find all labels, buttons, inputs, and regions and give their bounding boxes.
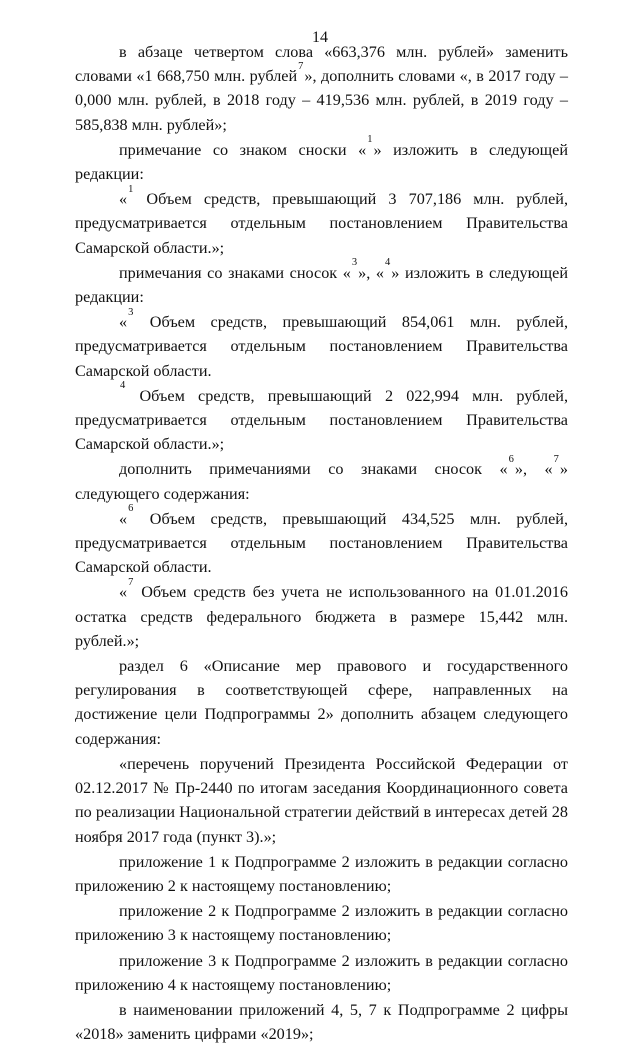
paragraph-text: примечание со знаком сноски «: [119, 140, 367, 159]
paragraph-text: «перечень поручений Президента Российской Федерации от 02.12.2017 № Пр-2440 по итогам заседания Координационного совета по реализации Национальной стратегии действий в интересах детей 28 ноября 2017 года (пункт 3).»;: [75, 754, 568, 846]
footnote-marker: 7: [298, 60, 304, 72]
paragraph-text: Объем средств без учета не использованного на 01.01.2016 остатка средств федерального бюджета в размере 15,442 млн. рублей.»;: [75, 583, 568, 650]
paragraph-text: примечания со знаками сносок «: [119, 263, 351, 282]
paragraph: [75, 134, 568, 186]
paragraph-text: », «: [514, 460, 553, 479]
paragraph-text: дополнить примечаниями со знаками сносок «: [119, 460, 508, 479]
paragraph: [75, 380, 568, 457]
paragraph-text: Объем средств, превышающий 3 707,186 млн. рублей, предусматривается отдельным постановлением Правительства Самарской области.»;: [75, 190, 568, 257]
page-number: 14: [312, 29, 328, 46]
footnote-marker: 6: [128, 503, 134, 515]
paragraph-text: » изложить в следующей редакции:: [75, 140, 568, 184]
paragraph-text: в абзаце четвертом слова «663,376 млн. рублей» заменить словами «1 668,750 млн. рублей: [75, 43, 568, 86]
paragraph-text: приложение 3 к Подпрограмме 2 изложить в редакции согласно приложению 4 к настоящему постановлению;: [75, 951, 568, 994]
paragraph-text: Объем средств, превышающий 854,061 млн. рублей, предусматривается отдельным постановлением Правительства Самарской области.: [75, 313, 568, 380]
paragraph-text: «: [119, 583, 128, 602]
paragraph-text: приложение 2 к Подпрограмме 2 изложить в редакции согласно приложению 3 к настоящему постановлению;: [75, 902, 568, 945]
paragraph-text: » следующего содержания:: [75, 460, 568, 503]
footnote-marker: 4: [385, 257, 391, 269]
paragraph: [75, 654, 568, 751]
footnote-marker: 3: [351, 257, 358, 269]
footnote-marker: 4: [120, 380, 126, 392]
paragraph: [75, 454, 568, 505]
paragraph: [75, 899, 568, 947]
paragraph: [75, 850, 568, 898]
footnote-marker: 7: [553, 454, 559, 466]
paragraph-text: приложение 1 к Подпрограмме 2 изложить в редакции согласно приложению 2 к настоящему постановлению;: [75, 852, 568, 895]
paragraph: [75, 998, 568, 1046]
paragraph-text: раздел 6 «Описание мер правового и государственного регулирования в соответствующей сфере, направленных на достижение цели Подпрограммы 2» дополнить абзацем следующего содержания:: [75, 657, 568, 748]
paragraph: [75, 306, 568, 383]
paragraph-text: в наименовании приложений 4, 5, 7 к Подпрограмме 2 цифры «2018» заменить цифрами «2019»;: [75, 1000, 568, 1044]
paragraph-text: «: [119, 190, 128, 209]
paragraph-text: Объем средств, превышающий 434,525 млн. рублей, предусматривается отдельным постановлением Правительства Самарской области.: [75, 509, 568, 577]
footnote-marker: 6: [508, 454, 514, 466]
paragraph-text: «: [119, 509, 128, 528]
paragraph: [75, 949, 568, 997]
document-body: [75, 40, 568, 1047]
footnote-marker: 3: [128, 306, 134, 318]
paragraph-text: » изложить в следующей редакции:: [75, 263, 568, 307]
paragraph-text: «: [119, 313, 128, 332]
footnote-marker: 1: [128, 183, 134, 195]
paragraph-text: », «: [358, 263, 385, 282]
paragraph: [75, 257, 568, 309]
paragraph-text: Объем средств, превышающий 2 022,994 млн. рублей, предусматривается отдельным постановлением Правительства Самарской области.»;: [75, 386, 568, 454]
footnote-marker: 1: [367, 134, 373, 146]
paragraph: [75, 752, 568, 849]
footnote-marker: 7: [128, 577, 134, 589]
paragraph: [75, 503, 568, 580]
paragraph: [75, 577, 568, 653]
paragraph: [75, 40, 568, 137]
paragraph-text: », дополнить словами «, в 2017 году – 0,000 млн. рублей, в 2018 году – 419,536 млн. рублей, в 2019 году – 585,838 млн. рублей»;: [75, 67, 568, 134]
paragraph: [75, 183, 568, 260]
